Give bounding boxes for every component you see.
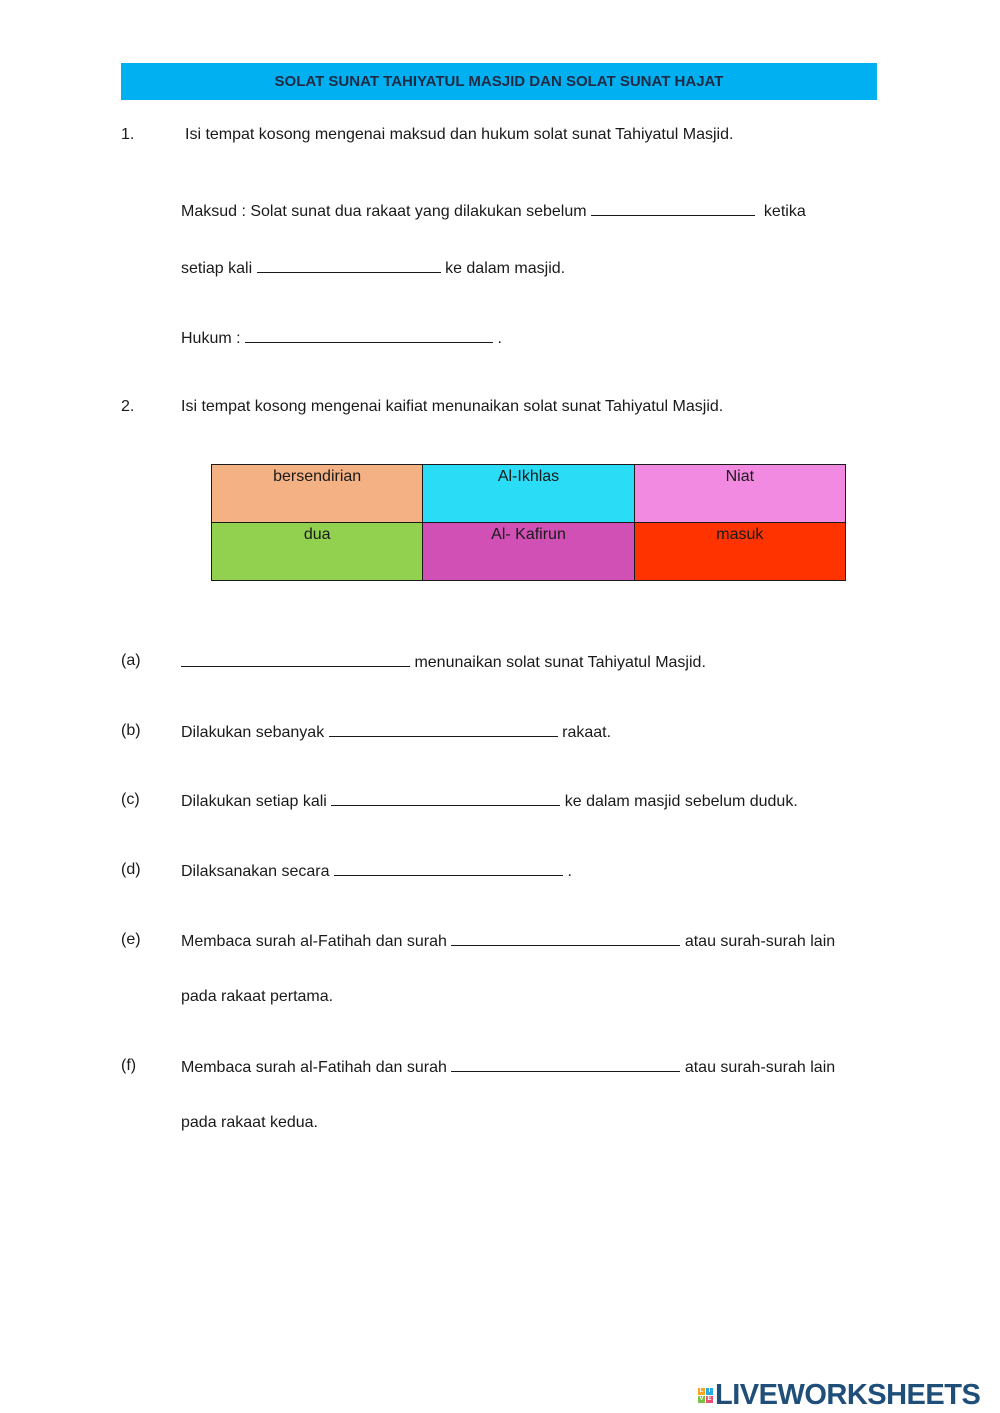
- blank-b[interactable]: [329, 721, 558, 737]
- logo-text: LIVEWORKSHEETS: [715, 1378, 981, 1411]
- q1-hukum-line: [181, 327, 502, 349]
- liveworksheets-logo: [698, 1380, 980, 1410]
- q2-instruction: Isi tempat kosong mengenai kaifiat menunaikan solat sunat Tahiyatul Masjid.: [181, 398, 724, 415]
- item-c-label: (c): [121, 791, 140, 808]
- item-d-suffix: .: [567, 863, 572, 880]
- maksud-prefix: Maksud : Solat sunat dua rakaat yang dilakukan sebelum: [181, 203, 587, 220]
- word-bank-cell[interactable]: Al- Kafirun: [423, 523, 634, 581]
- hukum-prefix: Hukum :: [181, 330, 241, 347]
- item-e-prefix: Membaca surah al-Fatihah dan surah: [181, 933, 447, 950]
- blank-hukum[interactable]: [245, 327, 493, 343]
- item-a-line: [181, 651, 706, 673]
- blank-e[interactable]: [451, 930, 680, 946]
- item-e-line-2: pada rakaat pertama.: [181, 988, 334, 1005]
- item-b-prefix: Dilakukan sebanyak: [181, 724, 325, 741]
- word-bank-cell[interactable]: dua: [212, 523, 423, 581]
- word-bank-cell[interactable]: Niat: [634, 465, 845, 523]
- word-bank-cell[interactable]: bersendirian: [212, 465, 423, 523]
- q1-maksud-line-2: [181, 257, 565, 279]
- blank-d[interactable]: [334, 860, 563, 876]
- maksud-suffix: ketika: [763, 203, 806, 220]
- item-f-prefix: Membaca surah al-Fatihah dan surah: [181, 1059, 447, 1076]
- item-b-suffix: rakaat.: [562, 724, 612, 741]
- item-e-line: [181, 930, 835, 952]
- item-c-line: [181, 790, 798, 812]
- blank-a[interactable]: [181, 651, 410, 667]
- line2-prefix: setiap kali: [181, 260, 253, 277]
- blank-maksud-1[interactable]: [591, 200, 755, 216]
- item-f-suffix: atau surah-surah lain: [684, 1059, 836, 1076]
- logo-letter: V: [699, 1395, 704, 1402]
- logo-letter: L: [699, 1387, 704, 1394]
- item-d-line: [181, 860, 572, 882]
- q1-maksud-line: [181, 200, 806, 222]
- item-a-suffix: menunaikan solat sunat Tahiyatul Masjid.: [414, 654, 706, 671]
- blank-c[interactable]: [331, 790, 560, 806]
- item-d-label: (d): [121, 861, 141, 878]
- q1-number: 1.: [121, 126, 135, 143]
- item-f-label: (f): [121, 1057, 137, 1074]
- q2-number: 2.: [121, 398, 135, 415]
- liveworksheets-logo-icon: [698, 1388, 713, 1403]
- blank-maksud-2[interactable]: [257, 257, 441, 273]
- item-c-suffix: ke dalam masjid sebelum duduk.: [564, 793, 798, 810]
- item-a-label: (a): [121, 652, 141, 669]
- word-bank-table: [211, 464, 846, 581]
- logo-letter: I: [706, 1388, 713, 1395]
- item-d-prefix: Dilaksanakan secara: [181, 863, 330, 880]
- item-f-line: [181, 1056, 835, 1078]
- logo-letter: E: [707, 1395, 712, 1402]
- item-e-suffix: atau surah-surah lain: [684, 933, 836, 950]
- hukum-suffix: .: [497, 330, 502, 347]
- item-b-line: [181, 721, 611, 743]
- worksheet-title: SOLAT SUNAT TAHIYATUL MASJID DAN SOLAT SUNAT HAJAT: [121, 63, 877, 100]
- blank-f[interactable]: [451, 1056, 680, 1072]
- item-b-label: (b): [121, 722, 141, 739]
- q1-instruction: Isi tempat kosong mengenai maksud dan hukum solat sunat Tahiyatul Masjid.: [185, 126, 734, 143]
- item-e-label: (e): [121, 931, 141, 948]
- word-bank-cell[interactable]: Al-Ikhlas: [423, 465, 634, 523]
- word-bank-cell[interactable]: masuk: [634, 523, 845, 581]
- line2-suffix: ke dalam masjid.: [445, 260, 566, 277]
- item-c-prefix: Dilakukan setiap kali: [181, 793, 327, 810]
- item-f-line-2: pada rakaat kedua.: [181, 1114, 318, 1131]
